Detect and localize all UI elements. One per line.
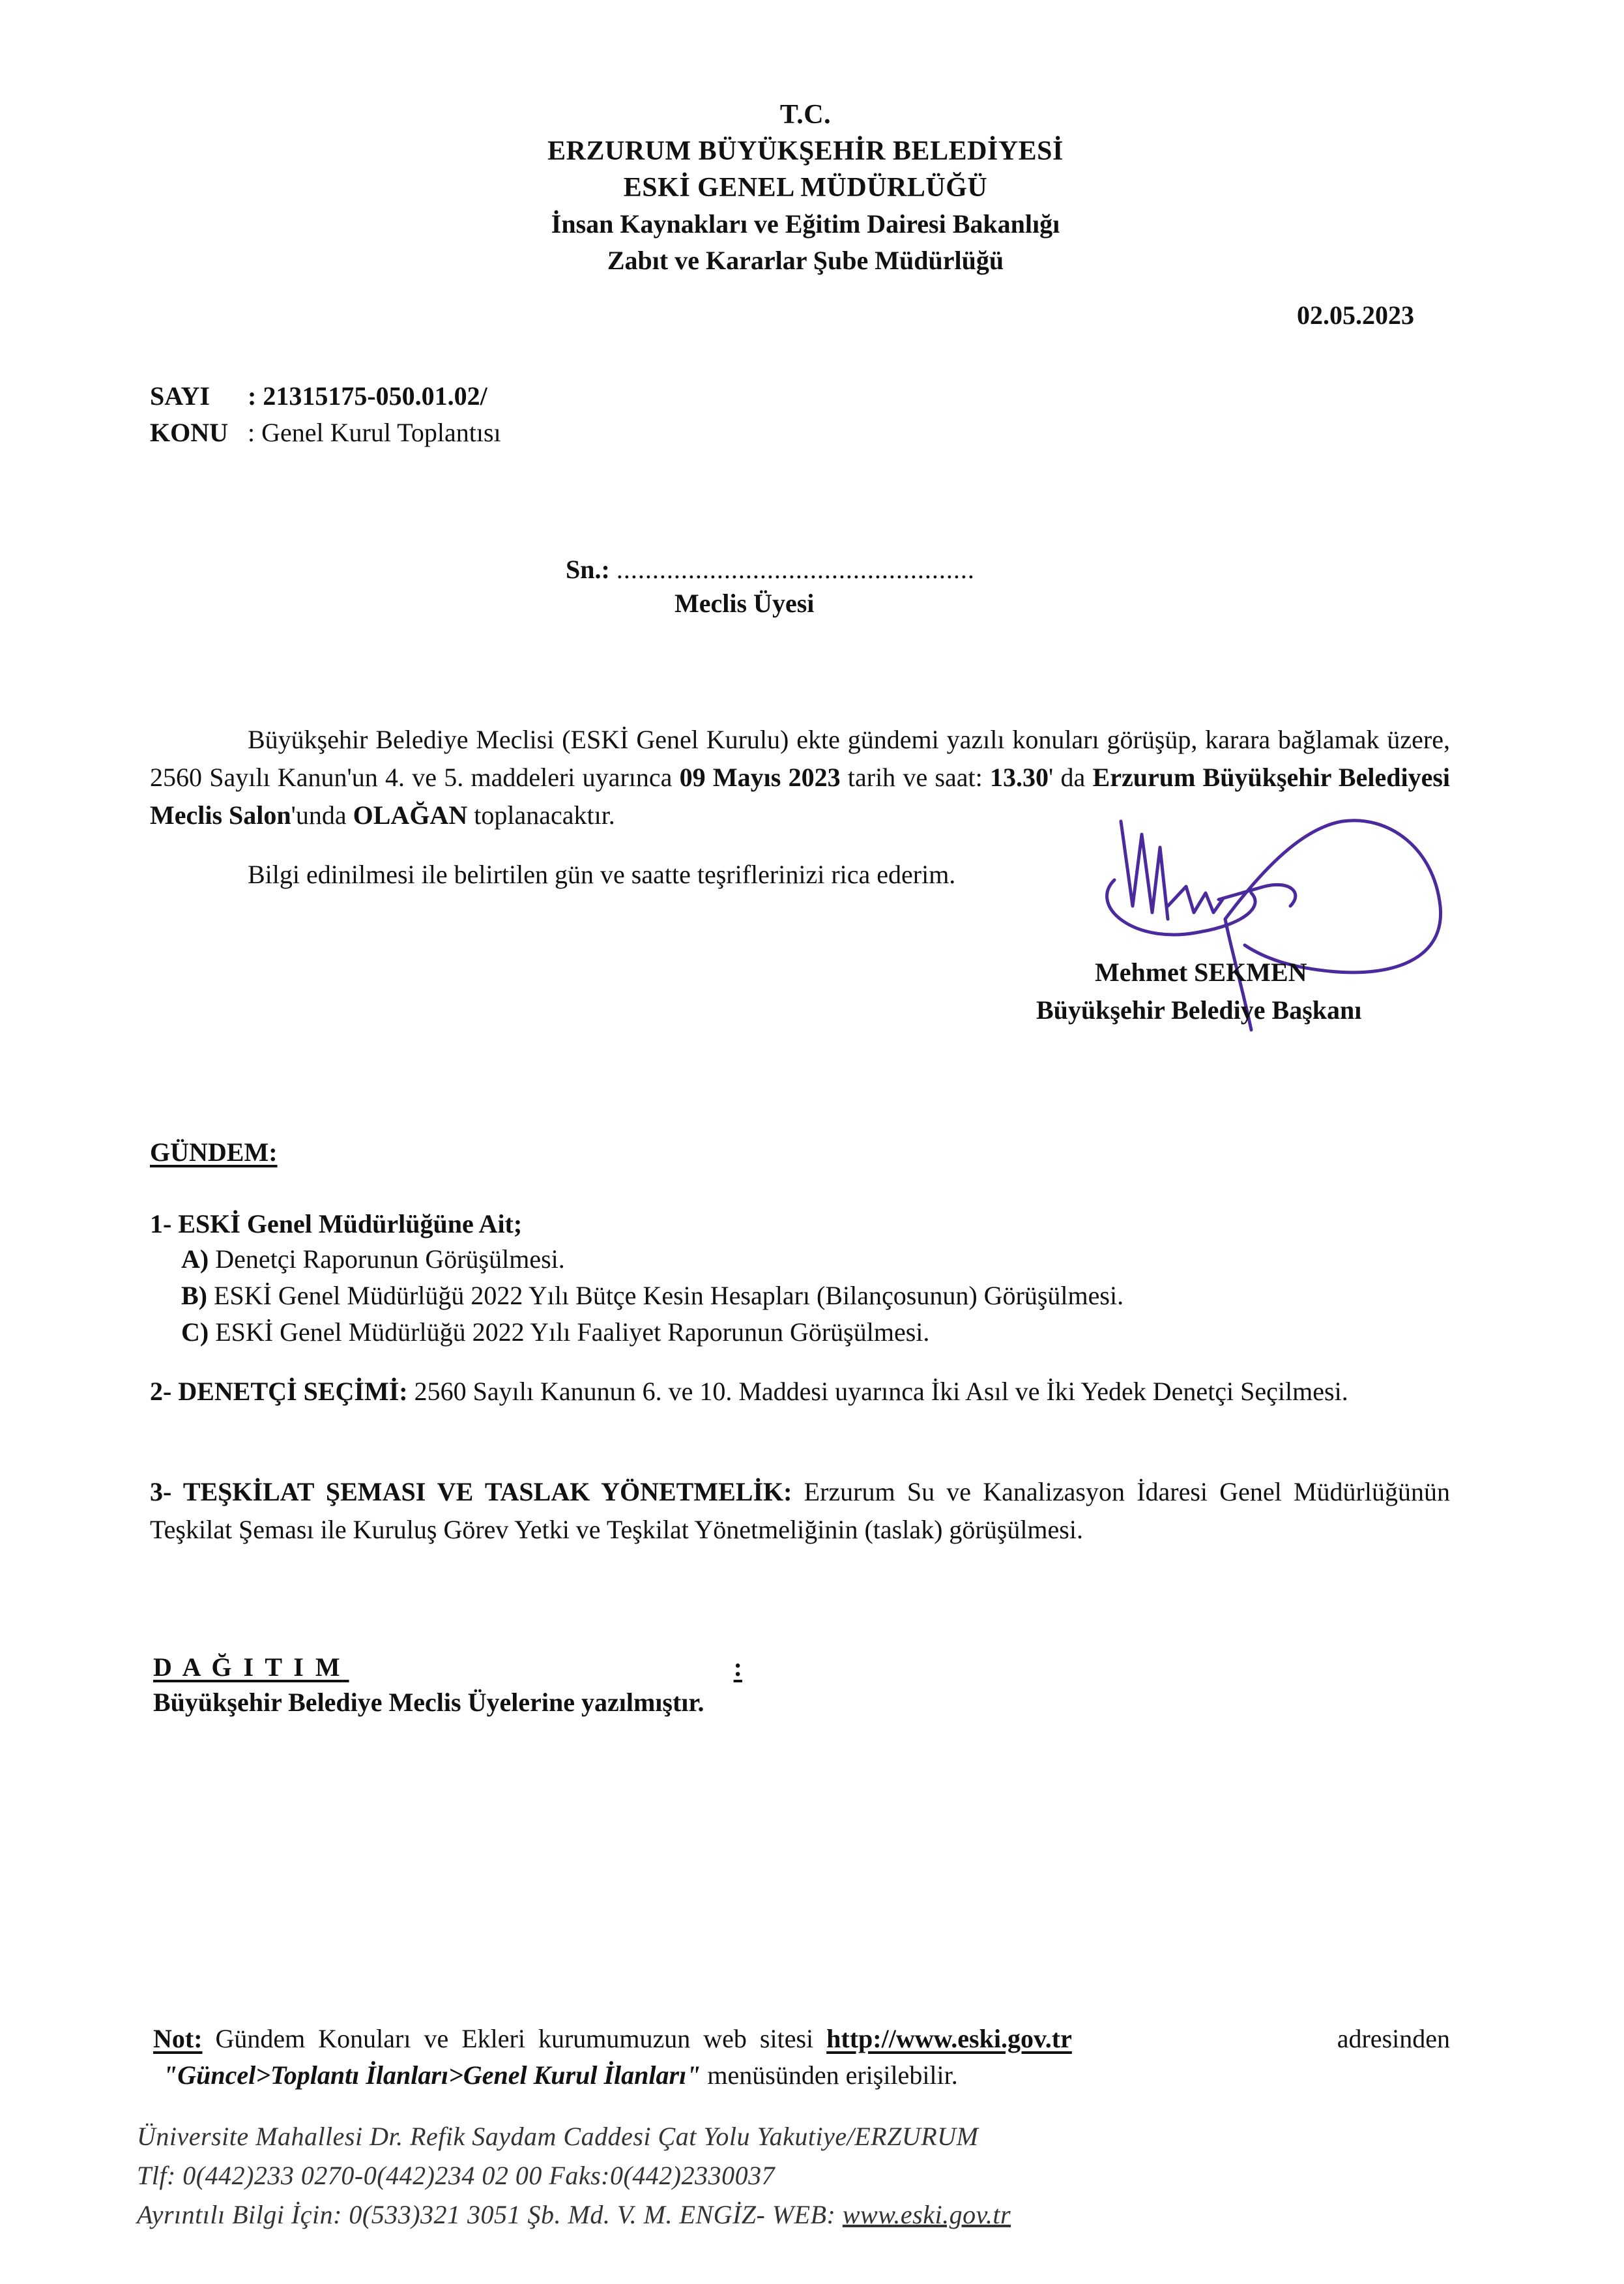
header-line-directorate: ESKİ GENEL MÜDÜRLÜĞÜ: [623, 173, 988, 203]
agenda-item-2: 2- DENETÇİ SEÇİMİ: 2560 Sayılı Kanunun 6. ve 10. Maddesi uyarınca İki Asıl ve İki Yedek Denetçi Seçilmesi.: [150, 1377, 1348, 1406]
agenda-item-1-title: 1- ESKİ Genel Müdürlüğüne Ait;: [150, 1209, 523, 1238]
konu-value: : Genel Kurul Toplantısı: [248, 418, 501, 447]
document-date: 02.05.2023: [1297, 300, 1414, 330]
footer-web-link[interactable]: www.eski.gov.tr: [842, 2200, 1011, 2229]
meeting-type: OLAĞAN: [353, 800, 468, 830]
agenda-sub-b: B) ESKİ Genel Müdürlüğü 2022 Yılı Bütçe Kesin Hesapları (Bilançosunun) Görüşülmesi.: [181, 1281, 1124, 1310]
meeting-place: Erzurum Büyükşehir Belediyesi Meclis Salon: [150, 763, 1451, 830]
reference-block: [150, 378, 501, 451]
signer-title: Büyükşehir Belediye Başkanı: [1036, 995, 1362, 1025]
note-label: Not:: [153, 2024, 203, 2053]
footer-contact: Ayrıntılı Bilgi İçin: 0(533)321 3051 Şb. Md. V. M. ENGİZ- WEB: www.eski.gov.tr: [137, 2200, 1011, 2229]
agenda-sub-a: A) Denetçi Raporunun Görüşülmesi.: [181, 1244, 565, 1274]
recipient-title: Meclis Üyesi: [674, 589, 815, 618]
recipient-dots: ..................................................: [616, 555, 975, 584]
meeting-time: 13.30: [990, 763, 1049, 792]
agenda-sub-c: C) ESKİ Genel Müdürlüğü 2022 Yılı Faaliyet Raporunun Görüşülmesi.: [181, 1317, 930, 1347]
header-line-tc: T.C.: [779, 100, 832, 130]
header-line-department: İnsan Kaynakları ve Eğitim Dairesi Bakanlığı: [551, 209, 1060, 239]
konu-label: KONU: [150, 418, 228, 447]
note-line-1: Not: Gündem Konuları ve Ekleri kurumumuzun web sitesi http://www.eski.gov.tr adresinden: [153, 2024, 1450, 2053]
header-line-municipality: ERZURUM BÜYÜKŞEHİR BELEDİYESİ: [547, 136, 1064, 166]
signer-name: Mehmet SEKMEN: [1095, 958, 1307, 987]
agenda-item-1-subs: [181, 1241, 1124, 1351]
distribution-text: Büyükşehir Belediye Meclis Üyelerine yazılmıştır.: [153, 1688, 704, 1717]
document-header: [0, 96, 1617, 279]
distribution-heading: D A Ğ I T I M :: [153, 1652, 742, 1682]
sayi-label: SAYI: [150, 381, 210, 411]
sayi-value: : 21315175-050.01.02/: [248, 381, 487, 411]
header-line-branch: Zabıt ve Kararlar Şube Müdürlüğü: [607, 246, 1004, 275]
note-menu-path: "Güncel>Toplantı İlanları>Genel Kurul İlanları": [163, 2060, 701, 2090]
body-paragraph-1: Büyükşehir Belediye Meclisi (ESKİ Genel Kurulu) ekte gündemi yazılı konuları görüşüp, karara bağlamak üzere, 2560 Sayılı Kanun'un 4. ve 5. maddeleri uyarınca 09 Mayıs 2023 tarih ve saat: 13.30' da Erzurum Büyükşehir Belediyesi Meclis Salon'unda OLAĞAN toplanacaktır.: [150, 725, 1451, 830]
recipient-prefix: Sn.:: [566, 555, 610, 584]
agenda-heading: GÜNDEM:: [150, 1137, 278, 1167]
note-url-link[interactable]: http://www.eski.gov.tr: [826, 2024, 1072, 2053]
agenda-item-3: 3- TEŞKİLAT ŞEMASI VE TASLAK YÖNETMELİK: Erzurum Su ve Kanalizasyon İdaresi Genel Müdürlüğünün Teşkilat Şeması ile Kuruluş Görev Yetki ve Teşkilat Yönetmeliğinin (taslak) görüşülmesi.: [150, 1477, 1450, 1544]
meeting-date: 09 Mayıs 2023: [679, 763, 841, 792]
footer-phone: Tlf: 0(442)233 0270-0(442)234 02 00 Faks:0(442)2330037: [137, 2161, 776, 2190]
recipient-line: [566, 551, 975, 588]
body-paragraph-2: Bilgi edinilmesi ile belirtilen gün ve saatte teşriflerinizi rica ederim.: [248, 860, 956, 889]
footer-address: Üniversite Mahallesi Dr. Refik Saydam Caddesi Çat Yolu Yakutiye/ERZURUM: [137, 2122, 979, 2151]
note-line-2: "Güncel>Toplantı İlanları>Genel Kurul İlanları" menüsünden erişilebilir.: [163, 2060, 958, 2090]
